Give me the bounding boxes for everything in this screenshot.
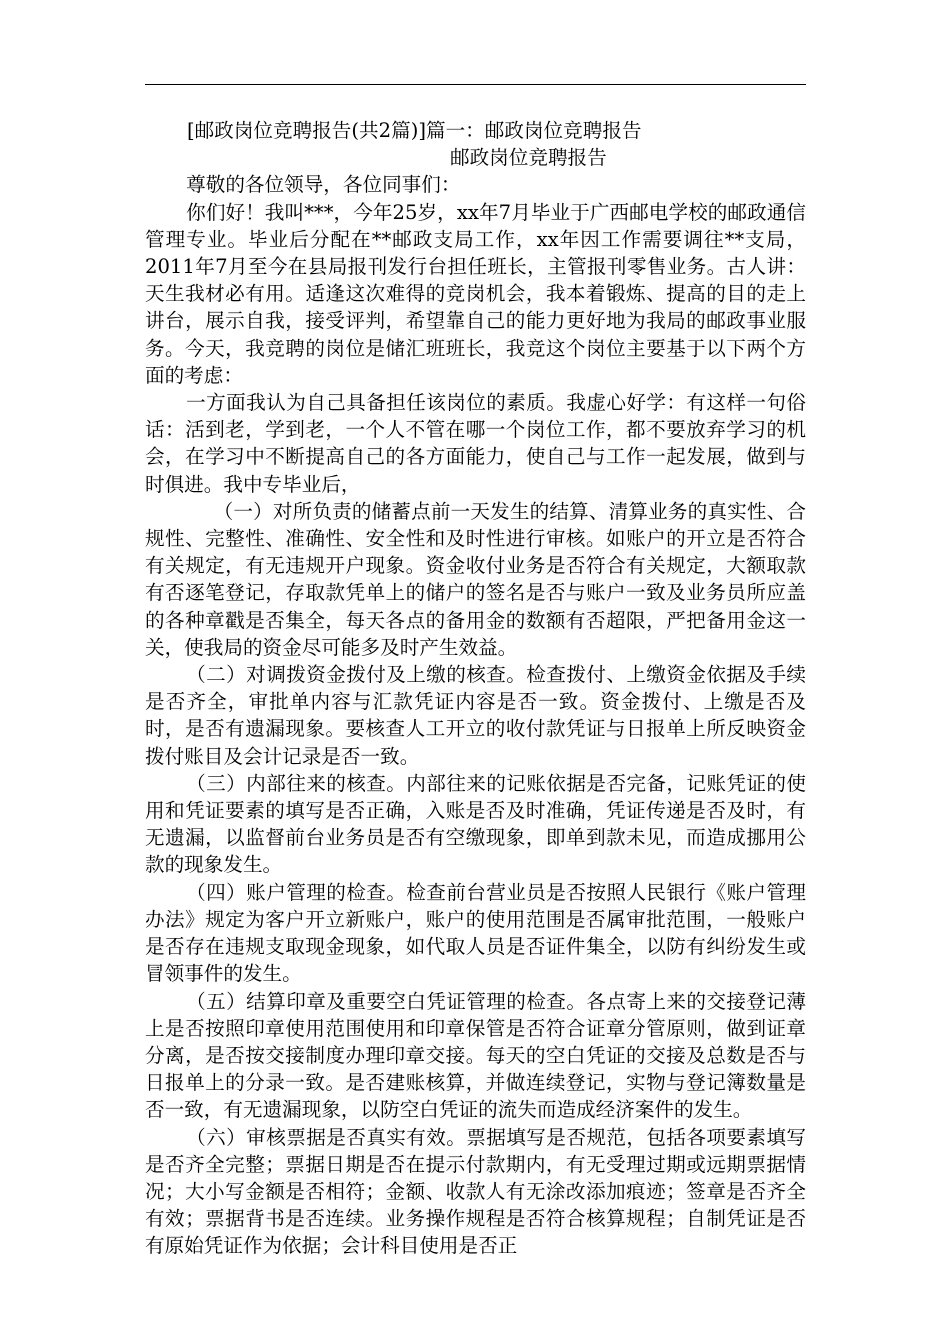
header-rule — [145, 84, 806, 85]
paragraph-item-4: （四）账户管理的检查。检查前台营业员是否按照人民银行《账户管理办法》规定为客户开立新账户，账户的使用范围是否属审批范围，一般账户是否存在违规支取现金现象，如代取人员是否证件集全，以防有纠纷发生或冒领事件的发生。 — [145, 880, 806, 986]
paragraph-item-2: （二）对调拨资金拨付及上缴的核查。检查拨付、上缴资金依据及手续是否齐全，审批单内容与汇款凭证内容是否一致。资金拨付、上缴是否及时，是否有遗漏现象。要核查人工开立的收付款凭证与日报单上所反映资金拨付账目及会计记录是否一致。 — [145, 663, 806, 768]
paragraph-qualification: 一方面我认为自己具备担任该岗位的素质。我虚心好学：有这样一句俗话：活到老，学到老，一个人不管在哪一个岗位工作，都不要放弃学习的机会，在学习中不断提高自己的各方面能力，使自己与工作一起发展，做到与时俱进。我中专毕业后， — [145, 391, 806, 496]
paragraph-item-5: （五）结算印章及重要空白凭证管理的检查。各点寄上来的交接登记薄上是否按照印章使用范围使用和印章保管是否符合证章分管原则，做到证章分离，是否按交接制度办理印章交接。每天的空白凭证的交接及总数是否与日报单上的分录一致。是否建账核算，并做连续登记，实物与登记簿数量是否一致，有无遗漏现象，以防空白凭证的流失而造成经济案件的发生。 — [145, 989, 806, 1122]
paragraph-item-3: （三）内部往来的核查。内部往来的记账依据是否完备，记账凭证的使用和凭证要素的填写是否正确，入账是否及时准确，凭证传递是否及时，有无遗漏，以监督前台业务员是否有空缴现象，即单到款未见，而造成挪用公款的现象发生。 — [145, 771, 806, 877]
paragraph-item-6: （六）审核票据是否真实有效。票据填写是否规范，包括各项要素填写是否齐全完整；票据日期是否在提示付款期内，有无受理过期或远期票据情况；大小写金额是否相符；金额、收款人有无涂改添加痕迹；签章是否齐全有效；票据背书是否连续。业务操作规程是否符合核算规程；自制凭证是否有原始凭证作为依据；会计科目使用是否正 — [145, 1125, 806, 1258]
paragraph-intro: 你们好！我叫***，今年25岁，xx年7月毕业于广西邮电学校的邮政通信管理专业。毕业后分配在**邮政支局工作，xx年因工作需要调往**支局，2011年7月至今在县局报刊发行台担任班长，主管报刊零售业务。古人讲：天生我材必有用。适逢这次难得的竞岗机会，我本着锻炼、提高的目的走上讲台，展示自我，接受评判，希望靠自己的能力更好地为我局的邮政事业服务。今天，我竞聘的岗位是储汇班班长，我竞这个岗位主要基于以下两个方面的考虑： — [145, 200, 806, 387]
document-title: 邮政岗位竞聘报告 — [450, 146, 607, 170]
document-body — [145, 117, 806, 1260]
salutation: 尊敬的各位领导，各位同事们： — [186, 173, 461, 197]
paragraph-item-1: （一）对所负责的储蓄点前一天发生的结算、清算业务的真实性、合规性、完整性、准确性、安全性和及时性进行审核。如账户的开立是否符合有关规定，有无违规开户现象。资金收付业务是否符合有关规定，大额取款有否逐笔登记，存取款凭单上的储户的签名是否与账户一致及业务员所应盖的各种章戳是否集全，每天各点的备用金的数额有否超限，严把备用金这一关，使我局的资金尽可能多及时产生效益。 — [145, 499, 806, 659]
document-header-line: [邮政岗位竞聘报告(共2篇)]篇一：邮政岗位竞聘报告 — [187, 119, 642, 142]
